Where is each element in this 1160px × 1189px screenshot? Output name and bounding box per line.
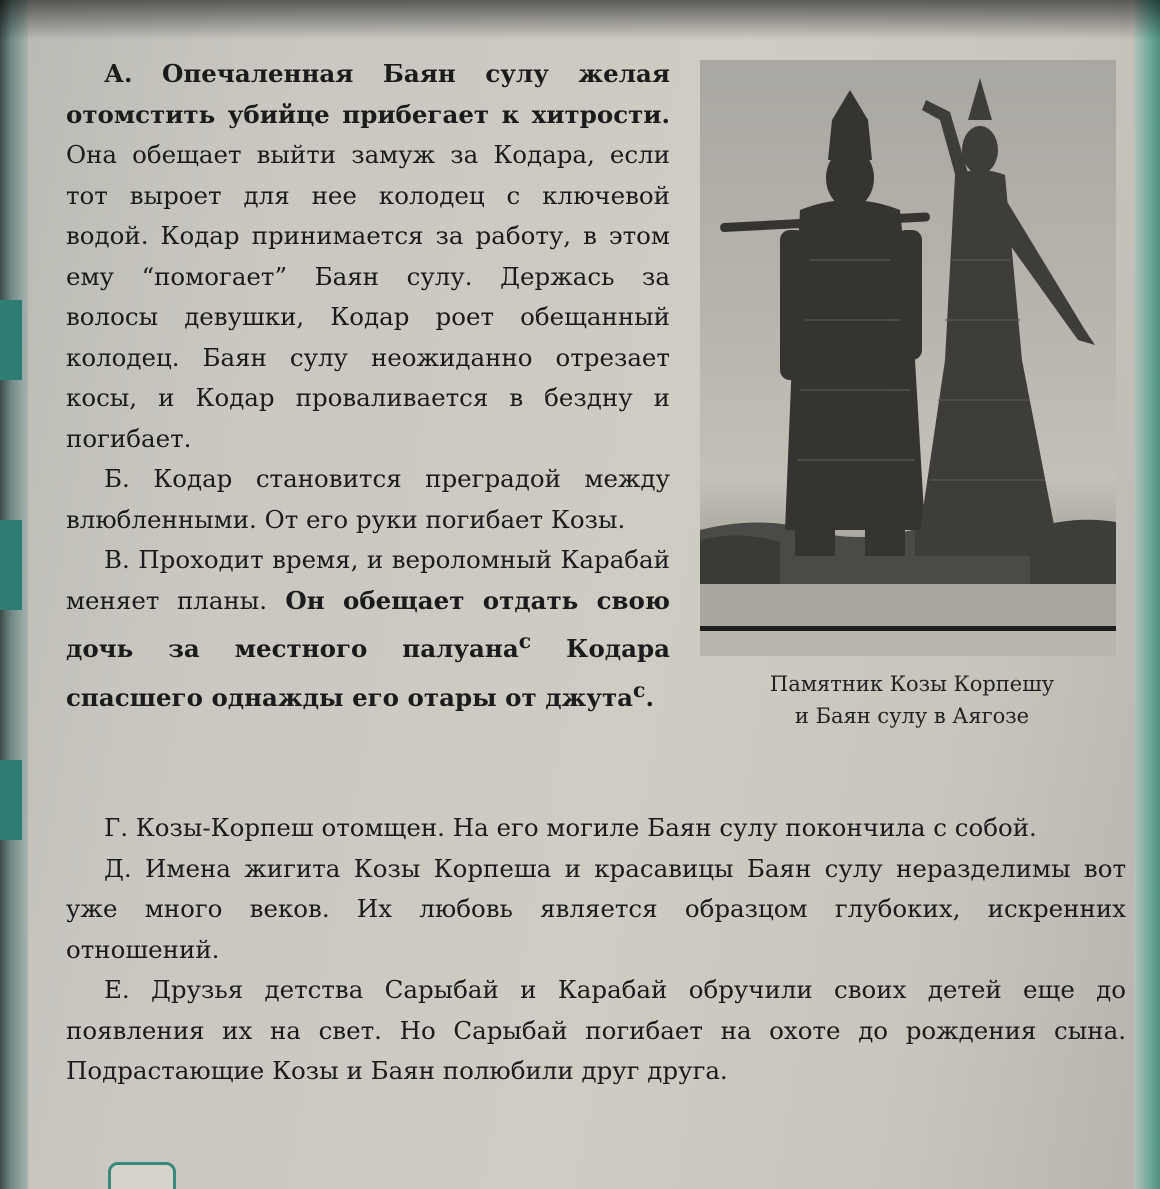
footnote-mark-2: c	[633, 677, 646, 702]
left-text-column	[66, 54, 670, 718]
paragraph-a-bold: А. Опечаленная Баян сулу желая отомстить убийце прибегает к хитрости.	[66, 59, 670, 129]
paragraph-d: Д. Имена жигита Козы Корпеша и красавицы Баян сулу неразделимы вот уже много веков. Их любовь является образцом глубоких, искренних отношений.	[66, 853, 1126, 964]
margin-tab-1	[0, 300, 22, 380]
paragraph-b: Б. Кодар становится преградой между влюбленными. От его руки погибает Козы.	[66, 464, 670, 534]
margin-tab-3	[0, 760, 22, 840]
page-top-shadow	[0, 0, 1160, 40]
paragraph-v-end: .	[645, 682, 654, 712]
footnote-mark-1: c	[518, 629, 532, 653]
paragraph-g: Г. Козы-Корпеш отомщен. На его могиле Баян сулу покончила с собой.	[104, 813, 1037, 842]
monument-figure	[700, 60, 1116, 656]
margin-tab-2	[0, 520, 22, 610]
page-right-edge	[1134, 0, 1160, 1189]
paragraph-v-bold: Он обещает отдать свою дочь за местного палуана	[66, 585, 670, 664]
monument-photo	[700, 60, 1116, 584]
page-number-tab	[108, 1162, 176, 1189]
paragraph-v-bold-2: Кодара спасшего однажды его отары от джута	[66, 634, 670, 712]
paragraph-v	[66, 540, 670, 718]
photo-bottom-rule	[700, 626, 1116, 631]
monument-statues-illustration	[700, 60, 1116, 584]
caption-line-1: Памятник Козы Корпешу	[769, 672, 1055, 696]
photo-plinth-area	[700, 584, 1116, 626]
paragraph-a-rest: Она обещает выйти замуж за Кодара, если тот выроет для нее колодец с ключевой водой. Кодар принимается за работу, в этом ему “помогает” Баян сулу. Держась за волосы девушки, Кодар роет обещанный колодец. Баян сулу неожиданно отрезает косы, и Кодар проваливается в бездну и погибает.	[66, 140, 670, 453]
caption-line-2: и Баян сулу в Аягозе	[794, 704, 1030, 728]
paragraph-e: Е. Друзья детства Сарыбай и Карабай обручили своих детей еще до появления их на свет. Но Сарыбай погибает на охоте до рождения сына. Подрастающие Козы и Баян полюбили друг друга.	[66, 975, 1126, 1085]
paragraph-v-plain: В. Проходит время, и вероломный Карабай меняет планы.	[66, 545, 670, 615]
full-width-text	[66, 808, 1126, 1092]
figure-caption	[700, 668, 1124, 732]
paragraph-a	[66, 54, 670, 459]
